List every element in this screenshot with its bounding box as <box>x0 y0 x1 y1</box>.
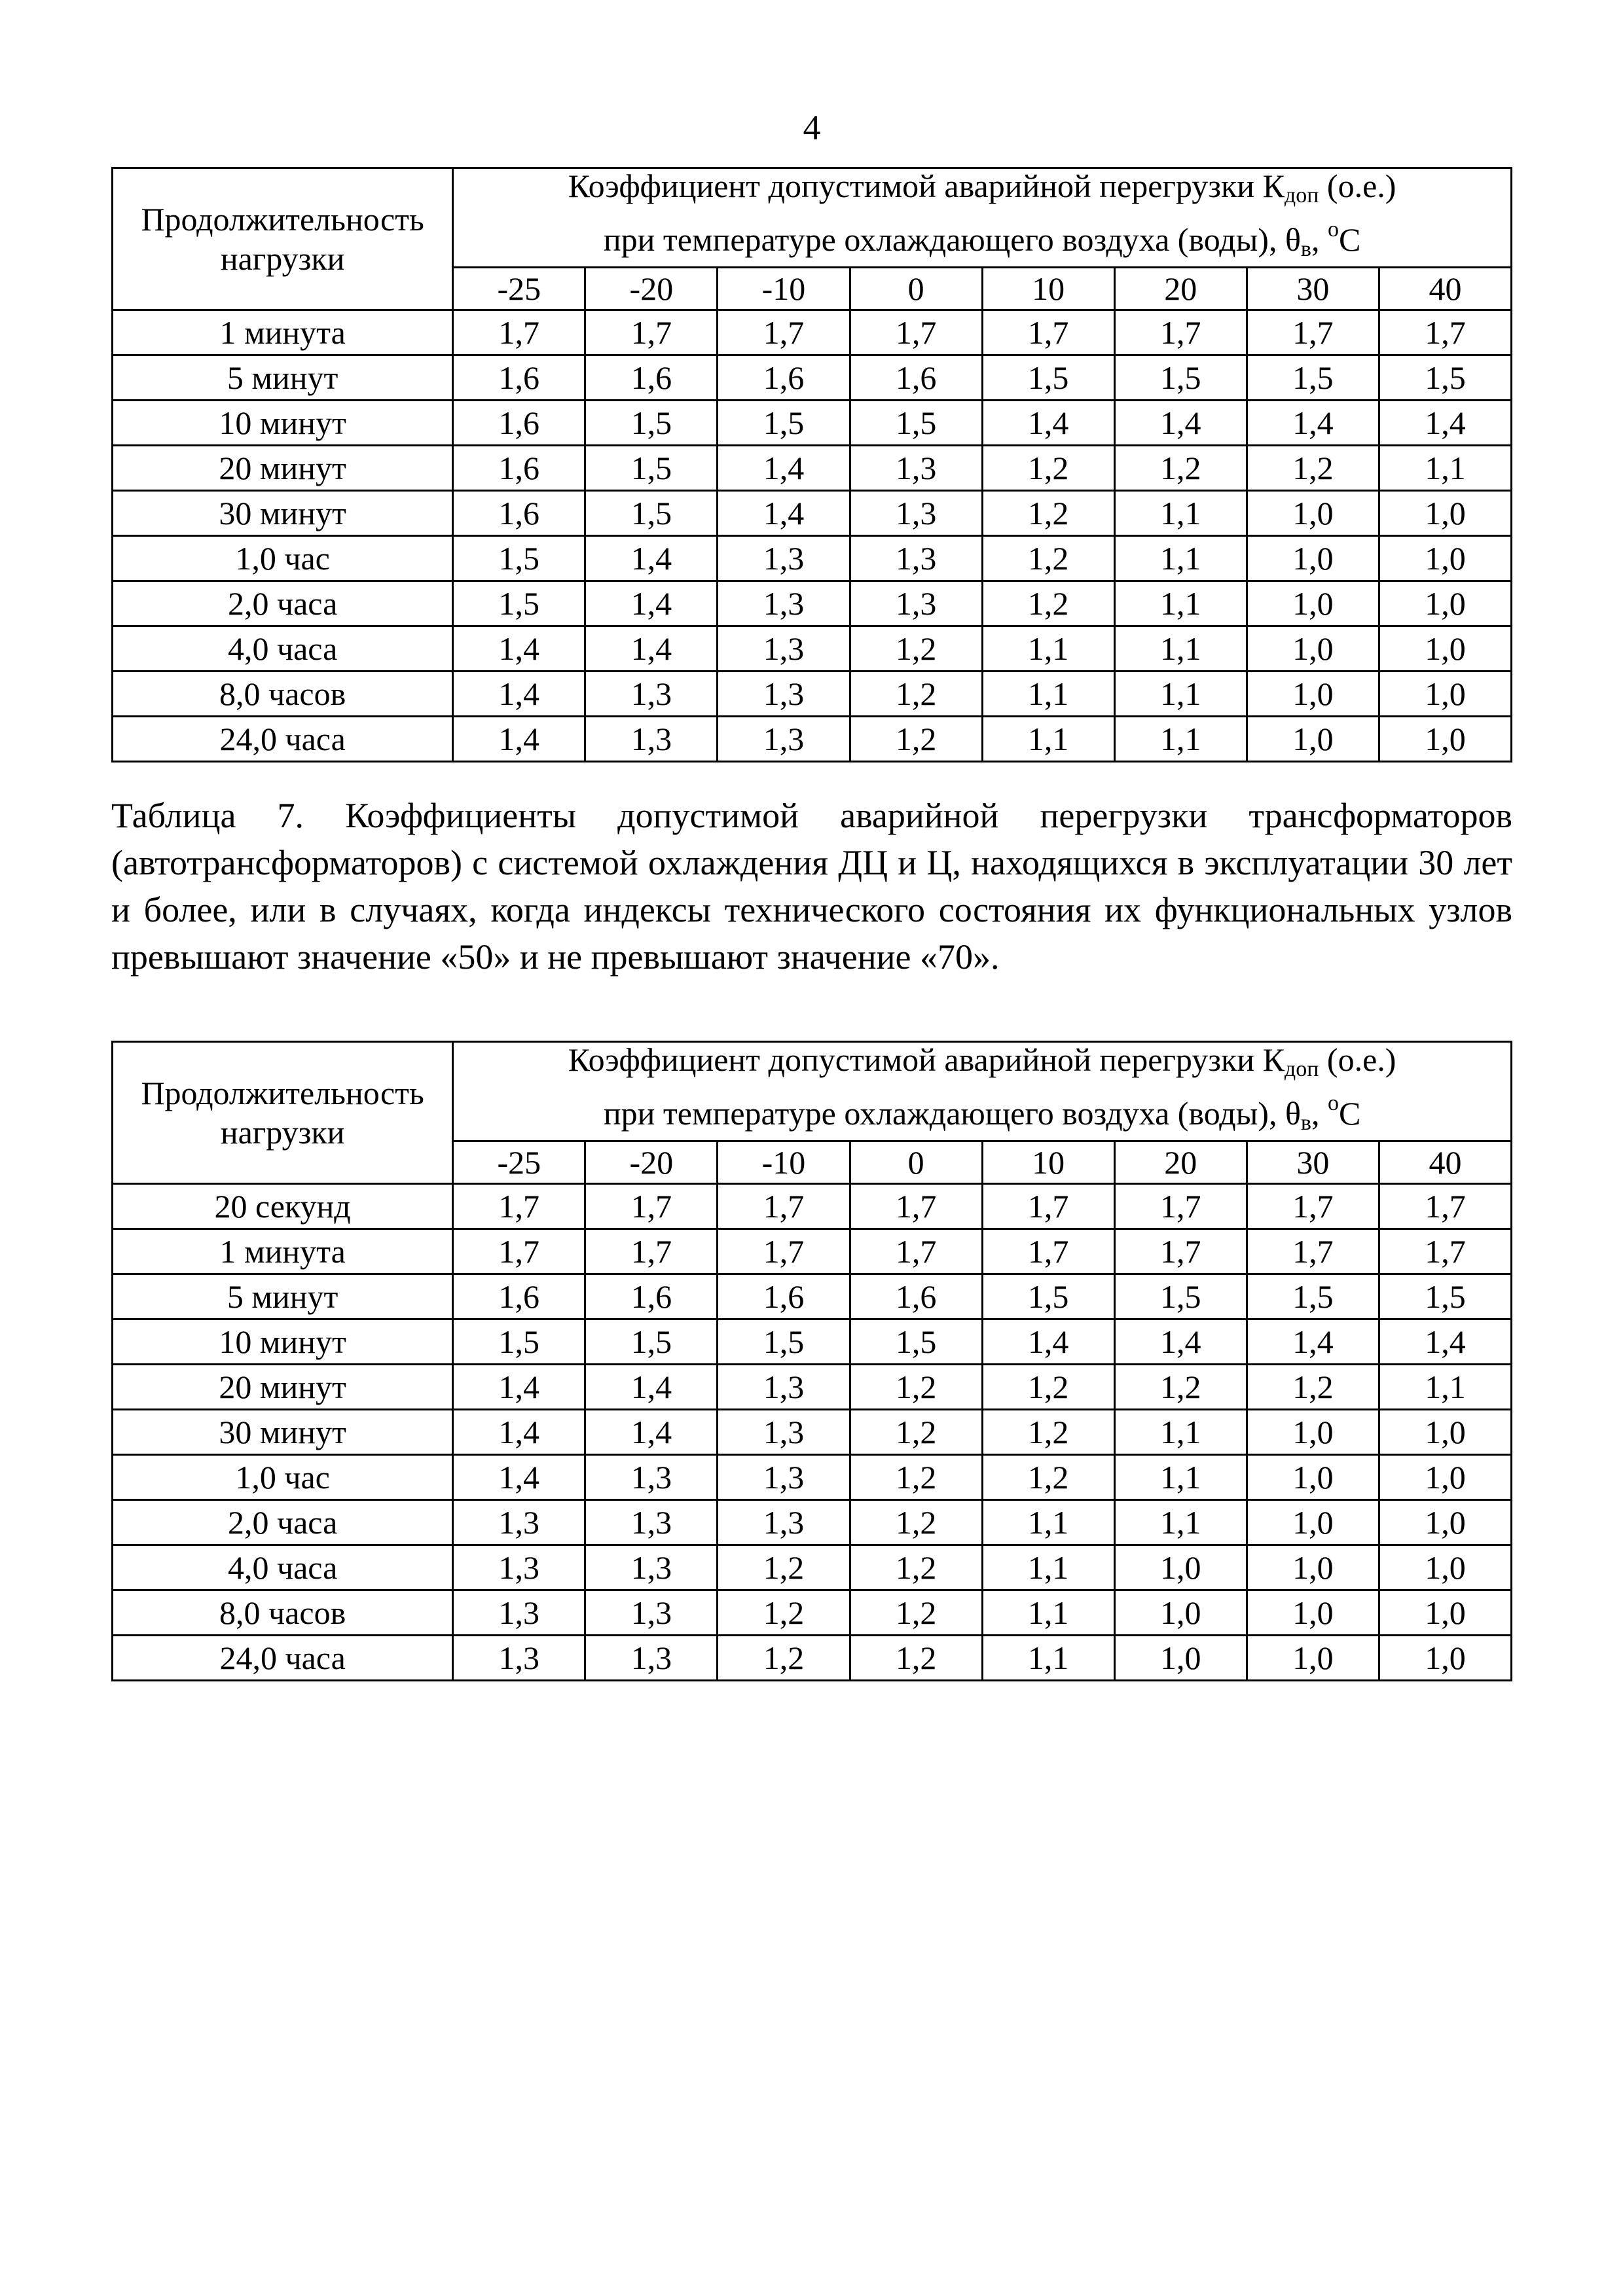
coefficient-cell: 1,3 <box>718 1410 850 1455</box>
duration-cell: 1 минута <box>113 1229 453 1274</box>
duration-cell: 20 минут <box>113 446 453 491</box>
coefficient-cell: 1,1 <box>1114 626 1247 672</box>
coefficient-cell: 1,4 <box>1114 401 1247 446</box>
coefficient-cell: 1,0 <box>1247 1636 1379 1681</box>
coefficient-cell: 1,7 <box>982 310 1114 355</box>
table-row <box>113 1545 1512 1590</box>
coefficient-cell: 1,2 <box>850 626 982 672</box>
coefficient-cell: 1,4 <box>718 446 850 491</box>
coefficient-cell: 1,5 <box>850 1319 982 1365</box>
coefficient-cell: 1,4 <box>1247 401 1379 446</box>
coefficient-cell: 1,1 <box>1379 446 1511 491</box>
duration-cell: 10 минут <box>113 401 453 446</box>
coefficient-cell: 1,7 <box>1247 1229 1379 1274</box>
coefficient-cell: 1,5 <box>453 581 585 626</box>
coefficient-cell: 1,4 <box>585 581 718 626</box>
coefficient-cell: 1,3 <box>850 446 982 491</box>
coefficient-cell: 1,3 <box>718 626 850 672</box>
coefficient-cell: 1,3 <box>718 1365 850 1410</box>
temperature-header-cell: -10 <box>718 1141 850 1184</box>
table-row <box>113 1455 1512 1500</box>
coefficient-cell: 1,1 <box>1114 1410 1247 1455</box>
coefficient-cell: 1,7 <box>850 1184 982 1229</box>
coefficient-cell: 1,5 <box>1247 1274 1379 1319</box>
coefficient-cell: 1,4 <box>453 626 585 672</box>
coefficient-cell: 1,5 <box>1379 355 1511 401</box>
coefficient-cell: 1,4 <box>982 1319 1114 1365</box>
coefficient-cell: 1,0 <box>1247 672 1379 717</box>
coefficient-cell: 1,1 <box>1114 672 1247 717</box>
coefficient-cell: 1,0 <box>1114 1545 1247 1590</box>
coefficient-cell: 1,3 <box>453 1636 585 1681</box>
coefficient-cell: 1,3 <box>718 717 850 762</box>
coefficient-cell: 1,5 <box>982 1274 1114 1319</box>
coefficient-cell: 1,0 <box>1247 491 1379 536</box>
coefficient-cell: 1,4 <box>453 672 585 717</box>
coefficient-cell: 1,3 <box>585 1636 718 1681</box>
coefficient-cell: 1,5 <box>585 401 718 446</box>
table-body <box>113 310 1512 762</box>
table-row <box>113 1500 1512 1545</box>
coefficient-cell: 1,3 <box>850 581 982 626</box>
duration-cell: 24,0 часа <box>113 717 453 762</box>
temperature-header-cell: 40 <box>1379 268 1511 310</box>
coefficient-cell: 1,1 <box>982 1636 1114 1681</box>
coefficient-cell: 1,7 <box>585 310 718 355</box>
coefficient-cell: 1,4 <box>453 717 585 762</box>
coefficient-cell: 1,0 <box>1379 1636 1511 1681</box>
duration-cell: 5 минут <box>113 1274 453 1319</box>
temperature-header-cell: 20 <box>1114 1141 1247 1184</box>
temperature-header-cell: -20 <box>585 268 718 310</box>
coefficient-cell: 1,2 <box>850 1410 982 1455</box>
coefficient-cell: 1,7 <box>453 310 585 355</box>
duration-cell: 5 минут <box>113 355 453 401</box>
coefficient-cell: 1,3 <box>453 1590 585 1636</box>
coefficient-cell: 1,7 <box>982 1229 1114 1274</box>
duration-cell: 10 минут <box>113 1319 453 1365</box>
coefficient-cell: 1,0 <box>1379 672 1511 717</box>
duration-cell: 2,0 часа <box>113 1500 453 1545</box>
coefficient-cell: 1,2 <box>850 1455 982 1500</box>
table-row <box>113 626 1512 672</box>
coefficient-cell: 1,1 <box>1114 581 1247 626</box>
coefficient-cell: 1,0 <box>1379 1455 1511 1500</box>
coefficient-cell: 1,4 <box>585 626 718 672</box>
coefficient-cell: 1,1 <box>1379 1365 1511 1410</box>
coefficient-cell: 1,2 <box>1114 446 1247 491</box>
duration-cell: 30 минут <box>113 491 453 536</box>
coefficient-cell: 1,2 <box>1247 446 1379 491</box>
coefficient-cell: 1,0 <box>1379 491 1511 536</box>
coefficient-cell: 1,4 <box>718 491 850 536</box>
coefficient-cell: 1,4 <box>1114 1319 1247 1365</box>
coefficient-cell: 1,3 <box>585 717 718 762</box>
duration-cell: 20 минут <box>113 1365 453 1410</box>
coefficient-cell: 1,4 <box>585 536 718 581</box>
table-row <box>113 1319 1512 1365</box>
coefficient-cell: 1,0 <box>1379 717 1511 762</box>
page-number: 4 <box>803 108 821 147</box>
coefficient-cell: 1,6 <box>585 1274 718 1319</box>
coefficient-cell: 1,1 <box>982 626 1114 672</box>
coefficient-cell: 1,2 <box>1114 1365 1247 1410</box>
coefficient-cell: 1,1 <box>1114 717 1247 762</box>
coefficient-cell: 1,1 <box>982 717 1114 762</box>
coefficient-cell: 1,6 <box>453 355 585 401</box>
table-row <box>113 536 1512 581</box>
temperature-header-cell: -20 <box>585 1141 718 1184</box>
coefficient-cell: 1,6 <box>453 446 585 491</box>
coefficient-cell: 1,2 <box>718 1590 850 1636</box>
table-row <box>113 717 1512 762</box>
temperature-header-cell: 30 <box>1247 268 1379 310</box>
coefficient-cell: 1,3 <box>718 581 850 626</box>
coefficient-cell: 1,4 <box>1379 401 1511 446</box>
coefficient-cell: 1,1 <box>982 1500 1114 1545</box>
coefficient-cell: 1,3 <box>718 1455 850 1500</box>
table-row <box>113 1410 1512 1455</box>
duration-cell: 20 секунд <box>113 1184 453 1229</box>
coefficient-cell: 1,5 <box>982 355 1114 401</box>
coefficient-cell: 1,2 <box>850 717 982 762</box>
coefficient-cell: 1,2 <box>982 491 1114 536</box>
coefficient-cell: 1,2 <box>850 1365 982 1410</box>
coefficient-cell: 1,0 <box>1379 1545 1511 1590</box>
table-row <box>113 310 1512 355</box>
temperature-header-cell: -25 <box>453 268 585 310</box>
coefficient-cell: 1,3 <box>850 491 982 536</box>
coefficient-cell: 1,5 <box>585 491 718 536</box>
table-row <box>113 1590 1512 1636</box>
coefficient-cell: 1,0 <box>1247 1455 1379 1500</box>
table-row <box>113 1274 1512 1319</box>
temperature-header-cell: -10 <box>718 268 850 310</box>
coefficient-cell: 1,3 <box>718 536 850 581</box>
coefficient-cell: 1,1 <box>982 1590 1114 1636</box>
coefficient-cell: 1,7 <box>850 310 982 355</box>
coefficient-cell: 1,2 <box>982 536 1114 581</box>
coefficient-cell: 1,7 <box>1247 310 1379 355</box>
coefficient-cell: 1,2 <box>982 446 1114 491</box>
coefficient-cell: 1,6 <box>850 1274 982 1319</box>
coefficient-cell: 1,7 <box>453 1184 585 1229</box>
coefficient-cell: 1,2 <box>982 1365 1114 1410</box>
table-row <box>113 1184 1512 1229</box>
coefficient-cell: 1,3 <box>585 1500 718 1545</box>
coefficient-cell: 1,0 <box>1247 1500 1379 1545</box>
temperature-header-cell: 0 <box>850 268 982 310</box>
coefficient-cell: 1,6 <box>453 1274 585 1319</box>
coefficient-cell: 1,0 <box>1247 1410 1379 1455</box>
table-row <box>113 401 1512 446</box>
table-row <box>113 446 1512 491</box>
coefficient-cell: 1,7 <box>1247 1184 1379 1229</box>
header-coefficient: Коэффициент допустимой аварийной перегрузки $К_{доп}$ (о.е.) при температуре охлаждающего воздуха (воды), $\theta_в$, $^o$С <box>453 1042 1512 1141</box>
coefficient-cell: 1,1 <box>1114 491 1247 536</box>
coefficient-cell: 1,7 <box>1379 310 1511 355</box>
coefficient-cell: 1,0 <box>1379 536 1511 581</box>
coefficient-cell: 1,2 <box>850 1500 982 1545</box>
coefficient-cell: 1,4 <box>453 1365 585 1410</box>
coefficient-cell: 1,6 <box>718 355 850 401</box>
coefficient-cell: 1,3 <box>585 1545 718 1590</box>
coefficient-cell: 1,7 <box>850 1229 982 1274</box>
coefficient-cell: 1,0 <box>1247 626 1379 672</box>
table-7-caption: Таблица 7. Коэффициенты допустимой аварийной перегрузки трансформаторов (автотрансформаторов) с системой охлаждения ДЦ и Ц, находящихся в эксплуатации 30 лет и более, или в случаях, когда индексы технического состояния их функциональных узлов превышают значение «50» и не превышают значение «70». <box>111 796 1512 977</box>
duration-cell: 1,0 час <box>113 1455 453 1500</box>
duration-cell: 24,0 часа <box>113 1636 453 1681</box>
coefficient-cell: 1,2 <box>850 1590 982 1636</box>
coefficient-cell: 1,0 <box>1379 581 1511 626</box>
coefficient-cell: 1,0 <box>1379 1590 1511 1636</box>
coefficient-cell: 1,3 <box>718 672 850 717</box>
coefficient-cell: 1,5 <box>453 1319 585 1365</box>
coefficient-cell: 1,4 <box>585 1365 718 1410</box>
coefficient-cell: 1,2 <box>850 672 982 717</box>
table-body <box>113 1184 1512 1681</box>
coefficient-cell: 1,5 <box>1114 1274 1247 1319</box>
duration-cell: 4,0 часа <box>113 1545 453 1590</box>
coefficient-cell: 1,6 <box>718 1274 850 1319</box>
coefficient-cell: 1,3 <box>850 536 982 581</box>
temperature-header-cell: 20 <box>1114 268 1247 310</box>
coefficient-cell: 1,5 <box>585 446 718 491</box>
table-row <box>113 1636 1512 1681</box>
coefficient-cell: 1,1 <box>1114 1455 1247 1500</box>
coefficient-cell: 1,3 <box>585 1590 718 1636</box>
header-duration: Продолжительность нагрузки <box>113 168 453 310</box>
duration-cell: 4,0 часа <box>113 626 453 672</box>
duration-cell: 8,0 часов <box>113 672 453 717</box>
coefficient-cell: 1,5 <box>718 401 850 446</box>
coefficient-cell: 1,7 <box>585 1184 718 1229</box>
coefficient-cell: 1,6 <box>453 491 585 536</box>
header-duration: Продолжительность нагрузки <box>113 1042 453 1184</box>
coefficient-cell: 1,2 <box>982 1455 1114 1500</box>
coefficient-cell: 1,5 <box>850 401 982 446</box>
coefficient-cell: 1,3 <box>453 1500 585 1545</box>
coefficient-cell: 1,7 <box>718 1184 850 1229</box>
duration-cell: 8,0 часов <box>113 1590 453 1636</box>
duration-cell: 30 минут <box>113 1410 453 1455</box>
table-row <box>113 581 1512 626</box>
coefficient-cell: 1,7 <box>1379 1229 1511 1274</box>
coefficient-cell: 1,5 <box>1247 355 1379 401</box>
coefficient-cell: 1,4 <box>982 401 1114 446</box>
temperature-header-cell: 10 <box>982 1141 1114 1184</box>
coefficient-cell: 1,7 <box>1114 1229 1247 1274</box>
coefficient-cell: 1,1 <box>1114 536 1247 581</box>
coefficient-cell: 1,7 <box>1114 310 1247 355</box>
coefficient-cell: 1,3 <box>585 672 718 717</box>
table-row <box>113 355 1512 401</box>
coefficient-cell: 1,7 <box>718 310 850 355</box>
temperature-header-cell: 40 <box>1379 1141 1511 1184</box>
coefficient-cell: 1,6 <box>850 355 982 401</box>
coefficient-cell: 1,0 <box>1247 717 1379 762</box>
coefficient-cell: 1,0 <box>1114 1636 1247 1681</box>
coefficient-cell: 1,1 <box>982 1545 1114 1590</box>
coefficient-cell: 1,5 <box>1114 355 1247 401</box>
temperature-header-cell: 30 <box>1247 1141 1379 1184</box>
duration-cell: 1 минута <box>113 310 453 355</box>
coefficient-cell: 1,6 <box>453 401 585 446</box>
temperature-header-cell: 10 <box>982 268 1114 310</box>
coefficient-cell: 1,3 <box>718 1500 850 1545</box>
coefficient-cell: 1,0 <box>1379 1500 1511 1545</box>
coefficient-cell: 1,2 <box>718 1545 850 1590</box>
coefficient-cell: 1,4 <box>453 1455 585 1500</box>
coefficient-cell: 1,0 <box>1247 1545 1379 1590</box>
coefficient-cell: 1,4 <box>1379 1319 1511 1365</box>
coefficient-cell: 1,6 <box>585 355 718 401</box>
coefficient-cell: 1,0 <box>1247 1590 1379 1636</box>
coefficient-cell: 1,0 <box>1379 626 1511 672</box>
coefficient-cell: 1,0 <box>1114 1590 1247 1636</box>
coefficient-cell: 1,2 <box>982 581 1114 626</box>
coefficient-cell: 1,7 <box>718 1229 850 1274</box>
coefficient-cell: 1,2 <box>1247 1365 1379 1410</box>
temperature-header-cell: -25 <box>453 1141 585 1184</box>
coefficient-cell: 1,3 <box>453 1545 585 1590</box>
coefficient-cell: 1,0 <box>1247 536 1379 581</box>
coefficient-cell: 1,1 <box>982 672 1114 717</box>
coefficient-cell: 1,4 <box>1247 1319 1379 1365</box>
table-row <box>113 672 1512 717</box>
coefficient-cell: 1,0 <box>1247 581 1379 626</box>
table-row <box>113 1229 1512 1274</box>
temperature-header-cell: 0 <box>850 1141 982 1184</box>
coefficient-cell: 1,7 <box>585 1229 718 1274</box>
coefficient-cell: 1,7 <box>1379 1184 1511 1229</box>
coefficient-cell: 1,7 <box>453 1229 585 1274</box>
coefficient-cell: 1,5 <box>1379 1274 1511 1319</box>
duration-cell: 1,0 час <box>113 536 453 581</box>
coefficient-cell: 1,5 <box>718 1319 850 1365</box>
coefficient-cell: 1,7 <box>982 1184 1114 1229</box>
coefficient-cell: 1,3 <box>585 1455 718 1500</box>
coefficient-cell: 1,4 <box>453 1410 585 1455</box>
overload-table-2 <box>111 1041 1512 1681</box>
table-row <box>113 1365 1512 1410</box>
overload-table-1 <box>111 167 1512 762</box>
coefficient-cell: 1,4 <box>585 1410 718 1455</box>
coefficient-cell: 1,5 <box>453 536 585 581</box>
coefficient-cell: 1,7 <box>1114 1184 1247 1229</box>
coefficient-cell: 1,2 <box>850 1545 982 1590</box>
coefficient-cell: 1,1 <box>1114 1500 1247 1545</box>
coefficient-cell: 1,5 <box>585 1319 718 1365</box>
coefficient-cell: 1,2 <box>982 1410 1114 1455</box>
table-row <box>113 491 1512 536</box>
duration-cell: 2,0 часа <box>113 581 453 626</box>
coefficient-cell: 1,2 <box>850 1636 982 1681</box>
header-coefficient: Коэффициент допустимой аварийной перегрузки $К_{доп}$ (о.е.) при температуре охлаждающего воздуха (воды), $\theta_в$, $^o$С <box>453 168 1512 268</box>
coefficient-cell: 1,0 <box>1379 1410 1511 1455</box>
coefficient-cell: 1,2 <box>718 1636 850 1681</box>
